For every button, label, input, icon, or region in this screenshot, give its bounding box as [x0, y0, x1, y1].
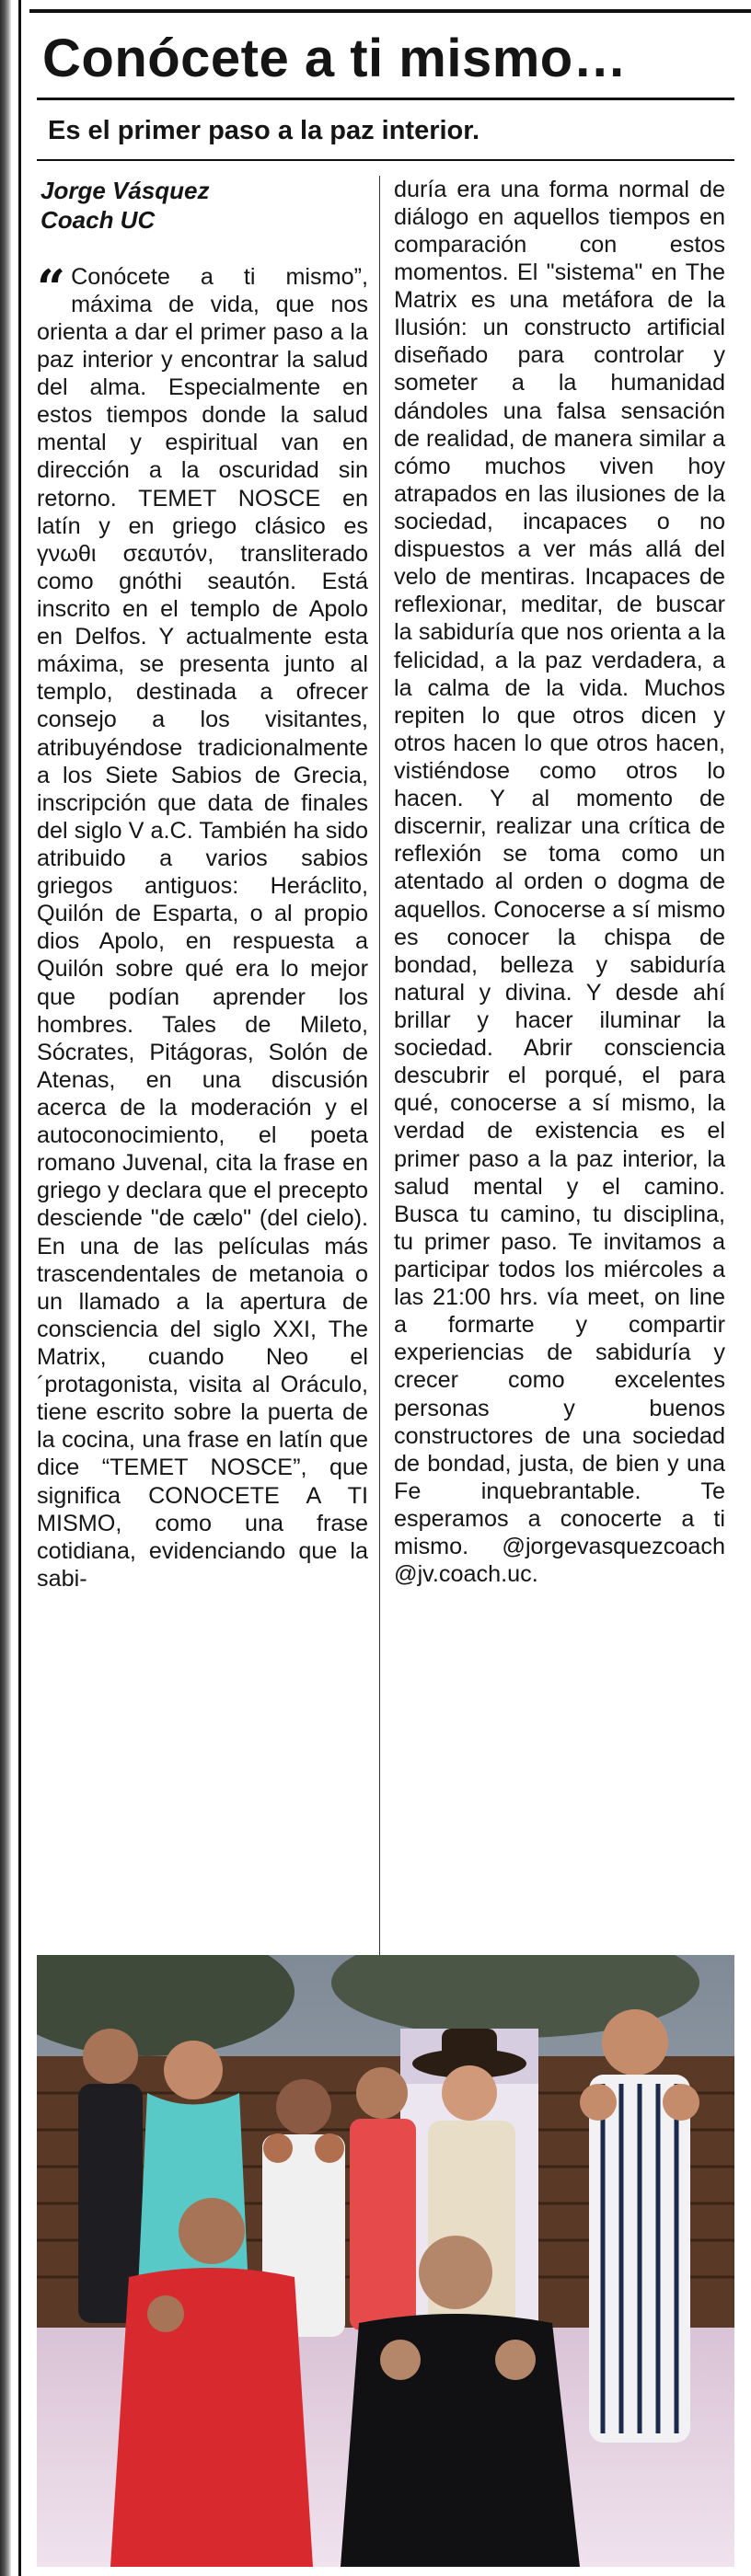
column-2	[394, 176, 725, 1593]
headline-rule	[37, 98, 734, 100]
column-divider	[379, 176, 380, 2016]
deck: Es el primer paso a la paz interior.	[48, 115, 480, 145]
headline: Conócete a ti mismo…	[42, 29, 628, 88]
column-rule-left	[18, 0, 21, 2576]
group-photo-illustration	[37, 1955, 734, 2567]
opening-quote-mark: “	[37, 258, 66, 317]
top-rule	[29, 9, 751, 13]
column-1	[37, 176, 368, 1593]
article-columns	[37, 176, 734, 1593]
byline	[40, 176, 368, 236]
body-column-1-text: Conócete a ti mismo”, máxima de vida, que nos orienta a dar el primer paso a la paz interior y encontrar la salud del alma. Especialmente en estos tiempos donde la salud mental y espiritual van en dirección a la oscuridad sin retorno. TEMET NOSCE en latín y en griego clásico es γνωθι σεαυτόν, transliterado como gnóthi seautón. Está inscrito en el templo de Apolo en Delfos. Y actualmente esta máxima, se presenta junto al templo, destinada a ofrecer consejo a los visitantes, atribuyéndose tradicionalmente a los Siete Sabios de Grecia, inscripción que data de finales del siglo V a.C. También ha sido atribuido a varios sabios griegos antiguos: Heráclito, Quilón de Esparta, o al propio dios Apolo, en respuesta a Quilón sobre qué era lo mejor que podían aprender los hombres. Tales de Mileto, Sócrates, Pitágoras, Solón de Atenas, en una discusión acerca de la moderación y el autoconocimiento, el poeta romano Juvenal, cita la frase en griego y declara que el precepto desciende "de cælo" (del cielo). En una de las películas más trascendentales de metanoia o un llamado a la apertura de consciencia del siglo XXI, The Matrix, cuando Neo el ´protagonista, visita al Oráculo, tiene escrito sobre la puerta de la cocina, una frase en latín que dice “TEMET NOSCE”, que significa CONOCETE A TI MISMO, como una frase cotidiana, evidenciando que la sabi-	[37, 263, 368, 1592]
author-name: Jorge Vásquez	[40, 176, 210, 204]
deck-rule	[37, 159, 734, 161]
body-column-1	[37, 258, 368, 1593]
page-edge-shadow	[0, 0, 11, 2576]
group-photo	[37, 1955, 734, 2567]
body-column-2: duría era una forma normal de diálogo en aquellos tiempos en comparación con estos momentos. El "sistema" en The Matrix es una metáfora de la Ilusión: un constructo artificial diseñado para controlar y someter a la humanidad dándoles una falsa sensación de realidad, de manera similar a cómo muchos viven hoy atrapados en las ilusiones de la sociedad, incapaces o no dispuestos a ver más allá del velo de mentiras. Incapaces de reflexionar, meditar, de buscar la sabiduría que nos orienta a la felicidad, a la paz verdadera, a la calma de la vida. Muchos repiten lo que otros dicen y otros hacen lo que otros hacen, vistiéndose como otros lo hacen. Y al momento de discernir, realizar una crítica de reflexión se toma como un atentado al orden o dogma de aquellos. Conocerse a sí mismo es conocer la chispa de bondad, belleza y sabiduría natural y divina. Y desde ahí brillar y hacer iluminar la sociedad. Abrir consciencia descubrir el porqué, el para qué, conocerse a sí mismo, la verdad de existencia es el primer paso a la paz interior, la salud mental y el camino. Busca tu camino, tu disciplina, tu primer paso. Te invitamos a participar todos los miércoles a las 21:00 hrs. vía meet, on line a formarte y compartir experiencias de sabiduría y crecer como excelentes personas y buenos constructores de una sociedad de bondad, justa, de bien y una Fe inquebrantable. Te esperamos a conocerte a ti mismo. @jorgevasquezcoach @jv.coach.uc.	[394, 176, 725, 1588]
article	[37, 17, 734, 1593]
author-title: Coach UC	[40, 206, 156, 235]
